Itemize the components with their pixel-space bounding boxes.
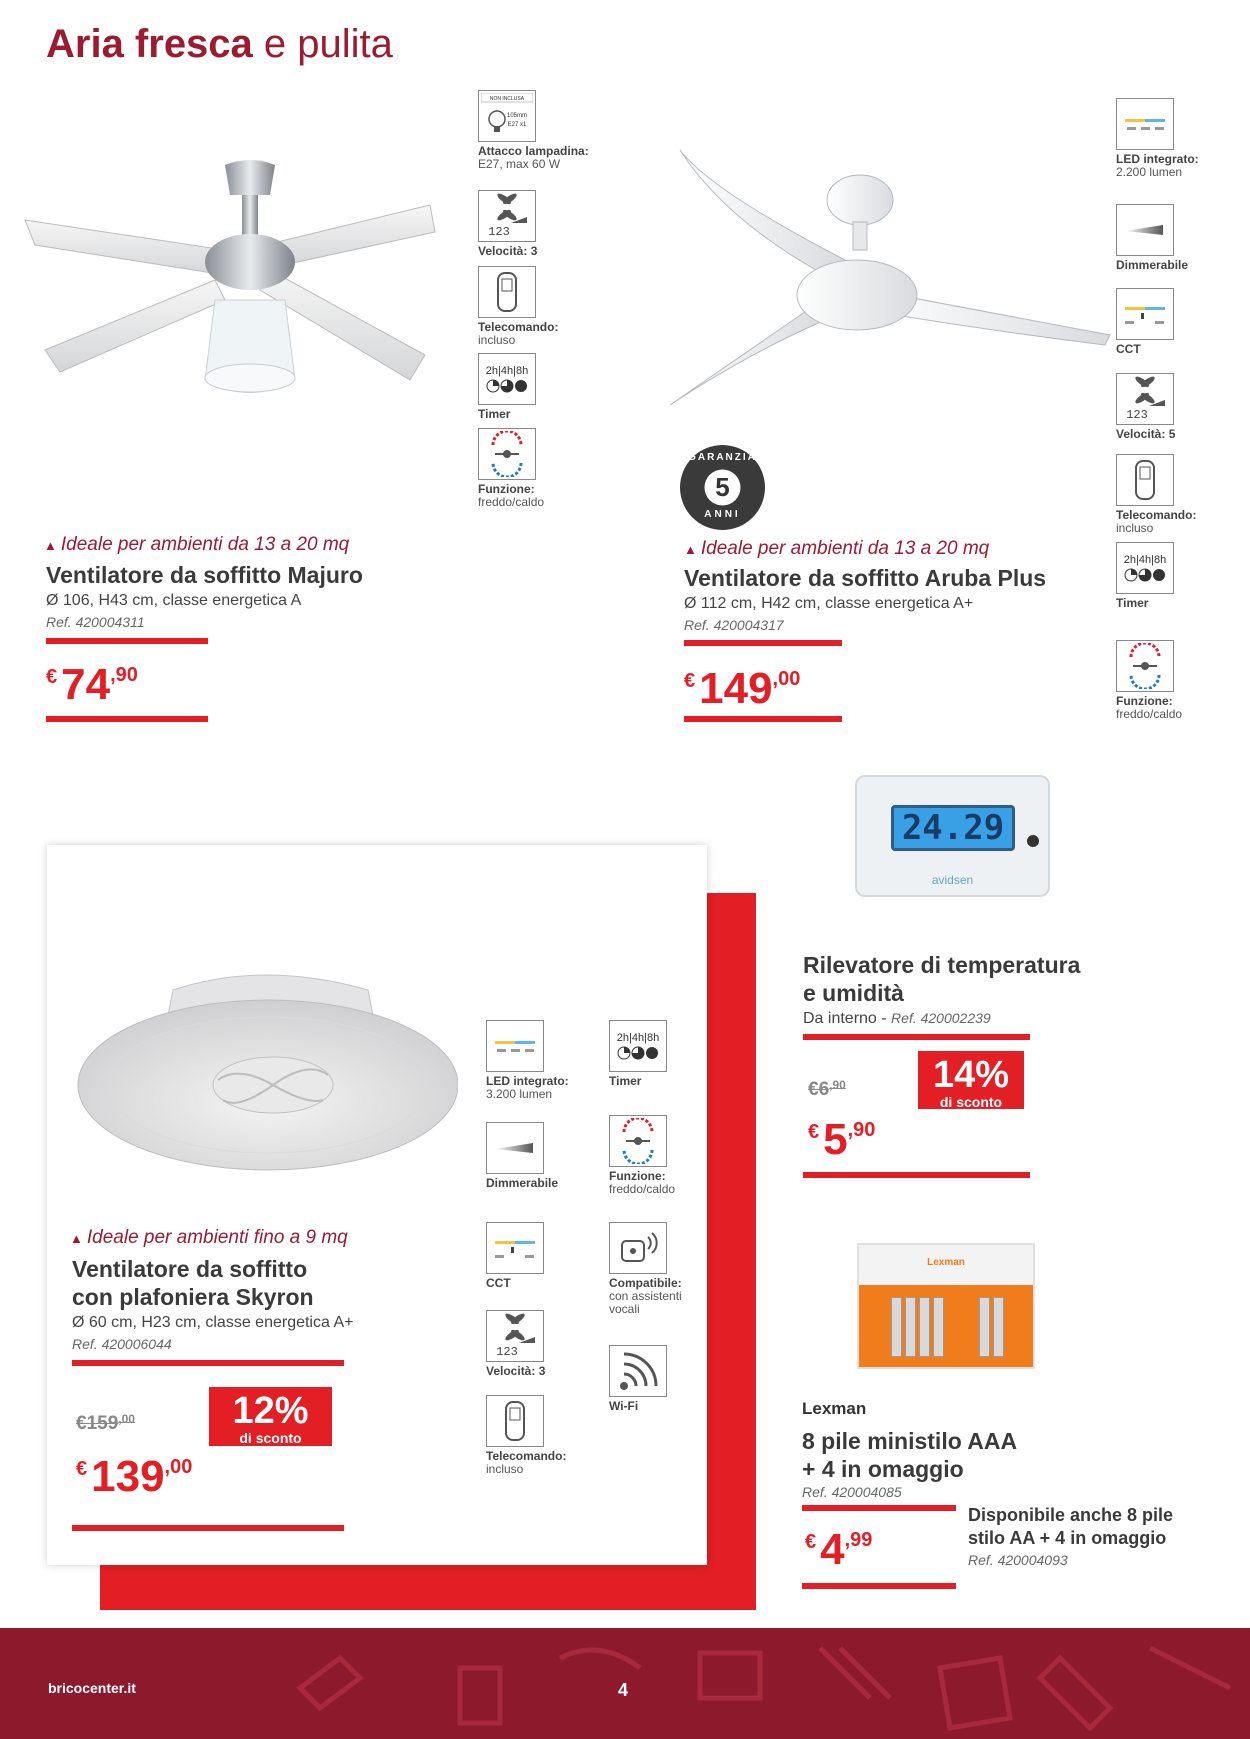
thermometer-desc (803, 1010, 991, 1028)
discount-label: di sconto (939, 1094, 1003, 1110)
aruba-ideal (684, 538, 989, 560)
cct-icon (486, 1222, 544, 1274)
price-int: 5 (823, 1115, 848, 1164)
feature-cct (1116, 288, 1236, 356)
battery-icon (979, 1297, 990, 1357)
feature-hot-cold (478, 428, 598, 509)
aruba-name: Ventilatore da soffitto Aruba Plus (684, 565, 1047, 591)
fan-speed-icon (1116, 373, 1174, 425)
feature-label: LED integrato: (486, 1074, 569, 1088)
desc-text: Da interno - (803, 1010, 892, 1027)
feature-timer (1116, 542, 1236, 610)
feature-sub: 2.200 lumen (1116, 165, 1183, 179)
thermometer-display (891, 805, 1015, 851)
feature-sub: 3.200 lumen (486, 1087, 553, 1101)
thermometer-line-bottom (803, 1172, 1030, 1178)
feature-led (1116, 98, 1236, 179)
price-int: 74 (61, 660, 111, 709)
majuro-line-top (46, 638, 208, 644)
battery-icon (905, 1297, 916, 1357)
triangle-icon: ▲ (44, 538, 57, 553)
feature-label: CCT (1116, 342, 1141, 356)
feature-remote (478, 266, 598, 347)
old-price-dec: ,00 (118, 1412, 135, 1426)
thermometer-price (808, 1115, 875, 1165)
feature-label: Timer (1116, 596, 1149, 610)
aruba-line-bottom (684, 716, 842, 722)
skyron-old-price (76, 1412, 135, 1435)
svg-text:105mm: 105mm (506, 113, 528, 119)
discount-percent: 12% (232, 1390, 309, 1432)
svg-text:2h|4h|8h: 2h|4h|8h (485, 365, 529, 377)
price-currency: € (805, 1531, 817, 1553)
timer-icon (609, 1020, 667, 1072)
price-dec: ,00 (772, 668, 801, 690)
majuro-ideal (44, 534, 349, 556)
feature-label: Telecomando: (486, 1449, 567, 1463)
feature-label: Funzione: (1116, 694, 1173, 708)
svg-text:123: 123 (496, 1345, 518, 1359)
price-currency: € (76, 1458, 88, 1480)
majuro-line-bottom (46, 716, 208, 722)
price-dec: ,90 (847, 1119, 876, 1141)
fan-speed-icon (486, 1310, 544, 1362)
svg-text:123: 123 (1126, 408, 1148, 422)
lexman-logo (802, 1399, 866, 1419)
skyron-price (76, 1452, 192, 1502)
footer-site[interactable]: bricocenter.it (48, 1680, 136, 1696)
battery-icon (933, 1297, 944, 1357)
batteries-line-top (802, 1505, 956, 1511)
remote-icon (486, 1395, 544, 1447)
brand-text: Lexman (802, 1399, 867, 1418)
bulb-icon (478, 90, 536, 142)
thermometer-ref: Ref. 420002239 (891, 1010, 991, 1026)
feature-led (486, 1020, 606, 1101)
svg-text:NON INCLUSA: NON INCLUSA (489, 96, 525, 102)
title-light: e pulita (263, 22, 393, 66)
pack-logo: Lexman (927, 1257, 965, 1268)
batteries-name-line1: 8 pile ministilo AAA (802, 1428, 1018, 1454)
timer-icon (478, 353, 536, 405)
thermometer-name-line1: Rilevatore di temperatura (803, 952, 1081, 978)
page-number: 4 (618, 1680, 629, 1700)
feature-speed (486, 1310, 606, 1378)
majuro-name: Ventilatore da soffitto Majuro (46, 562, 363, 588)
aruba-ref: Ref. 420004317 (684, 617, 784, 633)
battery-icon (993, 1297, 1004, 1357)
batteries-line-bottom (802, 1583, 956, 1589)
feature-remote (486, 1395, 606, 1476)
price-int: 139 (91, 1452, 165, 1501)
feature-dimmer (1116, 204, 1236, 272)
aruba-line-top (684, 640, 842, 646)
feature-label: Dimmerabile (1116, 258, 1189, 272)
light-icon (1027, 835, 1039, 847)
wifi-icon (609, 1345, 667, 1397)
feature-sub: freddo/caldo (478, 495, 545, 509)
feature-sub: freddo/caldo (609, 1182, 676, 1196)
also-line1: Disponibile anche 8 pile (968, 1505, 1174, 1525)
feature-speed (478, 190, 598, 258)
page-title (46, 22, 393, 67)
led-icon (1116, 98, 1174, 150)
feature-voice-assistant (609, 1222, 729, 1316)
skyron-name-line1: Ventilatore da soffitto (72, 1256, 308, 1282)
thermometer-discount-badge (918, 1051, 1024, 1109)
feature-label: Attacco lampadina: (478, 144, 589, 158)
feature-label: Timer (478, 407, 511, 421)
skyron-line-top (72, 1360, 344, 1366)
ideal-text: Ideale per ambienti da 13 a 20 mq (700, 538, 990, 559)
fan-speed-icon (478, 190, 536, 242)
also-ref: Ref. 420004093 (968, 1552, 1068, 1568)
feature-label: LED integrato: (1116, 152, 1199, 166)
aruba-price (684, 664, 800, 714)
timer-icon (1116, 542, 1174, 594)
feature-label: Velocità: 3 (478, 244, 538, 258)
batteries-price (805, 1525, 872, 1575)
discount-percent: 14% (932, 1054, 1010, 1096)
feature-sub: incluso (486, 1462, 524, 1476)
price-int: 149 (699, 664, 773, 713)
feature-label: Dimmerabile (486, 1176, 559, 1190)
majuro-desc: Ø 106, H43 cm, classe energetica A (46, 592, 302, 609)
feature-speed (1116, 373, 1236, 441)
led-icon (486, 1020, 544, 1072)
battery-group-left (891, 1297, 945, 1359)
feature-bulb (478, 90, 598, 171)
feature-sub: incluso (1116, 521, 1154, 535)
brand-label: avidsen (931, 873, 974, 887)
hot-cold-icon (1116, 640, 1174, 692)
feature-timer (609, 1020, 729, 1088)
thermometer-name-line2: e umidità (803, 980, 904, 1006)
majuro-fan-image (20, 150, 470, 450)
ideal-text: Ideale per ambienti fino a 9 mq (86, 1227, 348, 1248)
thermometer-line-top (803, 1034, 1030, 1040)
feature-remote (1116, 454, 1236, 535)
remote-icon (1116, 454, 1174, 506)
skyron-line-bottom (72, 1525, 344, 1531)
dimmer-icon (1116, 204, 1174, 256)
feature-label: Velocità: 5 (1116, 427, 1176, 441)
feature-label: Compatibile: (609, 1276, 682, 1290)
ideal-text: Ideale per ambienti da 13 a 20 mq (60, 534, 350, 555)
svg-text:123: 123 (488, 225, 510, 239)
cct-icon (1116, 288, 1174, 340)
feature-dimmer (486, 1122, 606, 1190)
aruba-warranty-badge (680, 445, 765, 530)
batteries-name-line2: + 4 in omaggio (802, 1456, 964, 1482)
feature-sub: incluso (478, 333, 516, 347)
old-price-dec: ,90 (829, 1078, 846, 1092)
warranty-top: GARANZIA (688, 452, 757, 463)
feature-sub: E27, max 60 W (478, 157, 561, 171)
price-currency: € (808, 1121, 820, 1143)
feature-label: Funzione: (609, 1169, 666, 1183)
triangle-icon: ▲ (684, 542, 697, 557)
feature-label: Wi-Fi (609, 1399, 639, 1413)
feature-label: Telecomando: (478, 320, 559, 334)
majuro-ref: Ref. 420004311 (46, 614, 145, 630)
price-currency: € (46, 666, 58, 688)
majuro-price (46, 660, 138, 710)
skyron-name-line2: con plafoniera Skyron (72, 1284, 314, 1310)
skyron-ideal (70, 1227, 348, 1249)
voice-assistant-icon (609, 1222, 667, 1274)
feature-sub: con assistenti vocali (609, 1289, 682, 1316)
skyron-fan-image (68, 960, 458, 1190)
price-dec: ,00 (164, 1456, 193, 1478)
hot-cold-icon (478, 428, 536, 480)
feature-label: Telecomando: (1116, 508, 1197, 522)
aruba-fan-image (665, 140, 1115, 420)
battery-group-right (979, 1297, 1009, 1359)
svg-text:2h|4h|8h: 2h|4h|8h (1123, 554, 1167, 566)
skyron-ref: Ref. 420006044 (72, 1336, 172, 1352)
price-dec: ,99 (844, 1529, 873, 1551)
feature-hot-cold (1116, 640, 1236, 721)
triangle-icon: ▲ (70, 1231, 83, 1246)
batteries-ref: Ref. 420004085 (802, 1484, 902, 1500)
feature-label: Velocità: 3 (486, 1364, 546, 1378)
old-price-int: €159 (76, 1413, 119, 1434)
feature-wifi (609, 1345, 729, 1413)
old-price-int: €6 (808, 1079, 830, 1100)
price-dec: ,90 (110, 664, 138, 686)
hot-cold-icon (609, 1115, 667, 1167)
batteries-image (857, 1243, 1035, 1369)
discount-label: di sconto (239, 1430, 302, 1446)
feature-timer (478, 353, 598, 421)
batteries-also-available (968, 1504, 1173, 1570)
display-text: 24.29 (901, 808, 1005, 848)
battery-icon (919, 1297, 930, 1357)
thermometer-old-price (808, 1078, 846, 1101)
skyron-discount-badge (209, 1387, 332, 1446)
aruba-desc: Ø 112 cm, H42 cm, classe energetica A+ (684, 595, 974, 612)
feature-label: Funzione: (478, 482, 535, 496)
svg-text:E27 x1: E27 x1 (507, 122, 527, 128)
price-currency: € (684, 670, 696, 692)
price-int: 4 (820, 1525, 845, 1574)
dimmer-icon (486, 1122, 544, 1174)
also-line2: stilo AA + 4 in omaggio (968, 1528, 1167, 1548)
remote-icon (478, 266, 536, 318)
skyron-desc: Ø 60 cm, H23 cm, classe energetica A+ (72, 1314, 354, 1331)
battery-icon (891, 1297, 902, 1357)
thermometer-image (855, 775, 1050, 897)
svg-text:2h|4h|8h: 2h|4h|8h (616, 1032, 660, 1044)
feature-label: Timer (609, 1074, 642, 1088)
feature-sub: freddo/caldo (1116, 707, 1183, 721)
feature-hot-cold (609, 1115, 729, 1196)
warranty-bottom: ANNI (704, 509, 741, 520)
title-bold: Aria fresca (46, 22, 253, 66)
warranty-number: 5 (715, 472, 730, 502)
footer (0, 1628, 1250, 1739)
feature-label: CCT (486, 1276, 511, 1290)
feature-cct (486, 1222, 606, 1290)
